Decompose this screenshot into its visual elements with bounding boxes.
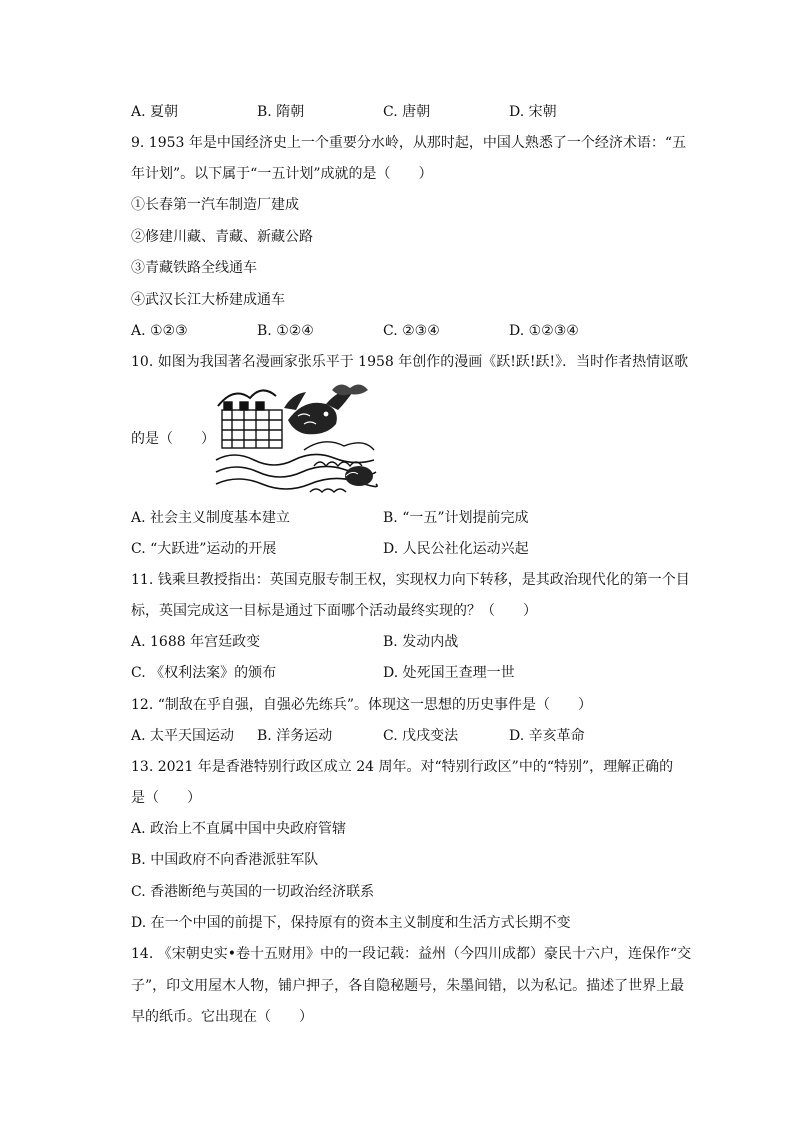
q13-stem-line-1: 13. 2021 年是香港特别行政区成立 24 周年。对“特别行政区”中的“特别”，理解正确的 [131,759,674,775]
q13-option-b: B. 中国政府不向香港派驻军队 [131,852,319,868]
q9-option-b: B. ①②④ [257,323,314,339]
q10-option-d: D. 人民公社化运动兴起 [383,541,529,557]
q9-option-a: A. ①②③ [131,323,188,339]
cartoon-illustration [214,380,378,498]
q9-item-4: ④武汉长江大桥建成通车 [131,292,285,308]
q13-stem-line-2: 是（ ） [131,790,201,806]
q12-option-a: A. 太平天国运动 [131,728,235,744]
q12-option-c: C. 戊戌变法 [383,728,459,744]
q14-stem-line-3: 早的纸币。它出现在（ ） [131,1009,313,1025]
q8-option-d: D. 宋朝 [509,104,557,120]
q10-stem-line-2: 的是（ ） [131,431,215,447]
q9-option-c: C. ②③④ [383,323,440,339]
q11-option-d: D. 处死国王查理一世 [383,665,515,681]
q14-stem-line-2: 子”，印文用屋木人物，铺户押子，各自隐秘题号，朱墨间错，以为私记。描述了世界上最 [131,978,685,994]
q11-stem-line-2: 标，英国完成这一目标是通过下面哪个活动最终实现的？（ ） [131,603,537,619]
q8-option-c: C. 唐朝 [383,104,431,120]
q10-option-c: C. “大跃进”运动的开展 [131,541,277,557]
q13-option-a: A. 政治上不直属中国中央政府管辖 [131,821,347,837]
q9-option-d: D. ①②③④ [509,323,579,339]
q8-option-b: B. 隋朝 [257,104,305,120]
q10-option-b: B. “一五”计划提前完成 [383,510,529,526]
q11-option-c: C. 《权利法案》的颁布 [131,665,277,681]
q12-stem-line-1: 12. “制敌在乎自强，自强必先练兵”。体现这一思想的历史事件是（ ） [131,697,593,713]
q12-option-b: B. 洋务运动 [257,728,333,744]
q9-stem-line-1: 9. 1953 年是中国经济史上一个重要分水岭，从那时起，中国人熟悉了一个经济术语：“五 [131,135,687,151]
q12-option-d: D. 辛亥革命 [509,728,585,744]
q9-item-3: ③青藏铁路全线通车 [131,260,257,276]
q10-option-a: A. 社会主义制度基本建立 [131,510,291,526]
q9-item-2: ②修建川藏、青藏、新藏公路 [131,229,313,245]
q11-stem-line-1: 11. 钱乘旦教授指出：英国克服专制王权，实现权力向下转移，是其政治现代化的第一个目 [131,572,690,588]
q11-option-a: A. 1688 年宫廷政变 [131,634,261,650]
q14-stem-line-1: 14. 《宋朝史实•卷十五财用》中的一段记载：益州（今四川成都）豪民十六户，连保作“交 [131,946,692,962]
q9-item-1: ①长春第一汽车制造厂建成 [131,197,299,213]
q13-option-c: C. 香港断绝与英国的一切政治经济联系 [131,884,375,900]
q11-option-b: B. 发动内战 [383,634,459,650]
q13-option-d: D. 在一个中国的前提下，保持原有的资本主义制度和生活方式长期不变 [131,915,571,931]
q8-option-a: A. 夏朝 [131,104,179,120]
q9-stem-line-2: 年计划”。以下属于“一五计划”成就的是（ ） [131,166,433,182]
q10-stem-line-1: 10. 如图为我国著名漫画家张乐平于 1958 年创作的漫画《跃!跃!跃!》．当时作者热情讴歌 [131,354,689,370]
